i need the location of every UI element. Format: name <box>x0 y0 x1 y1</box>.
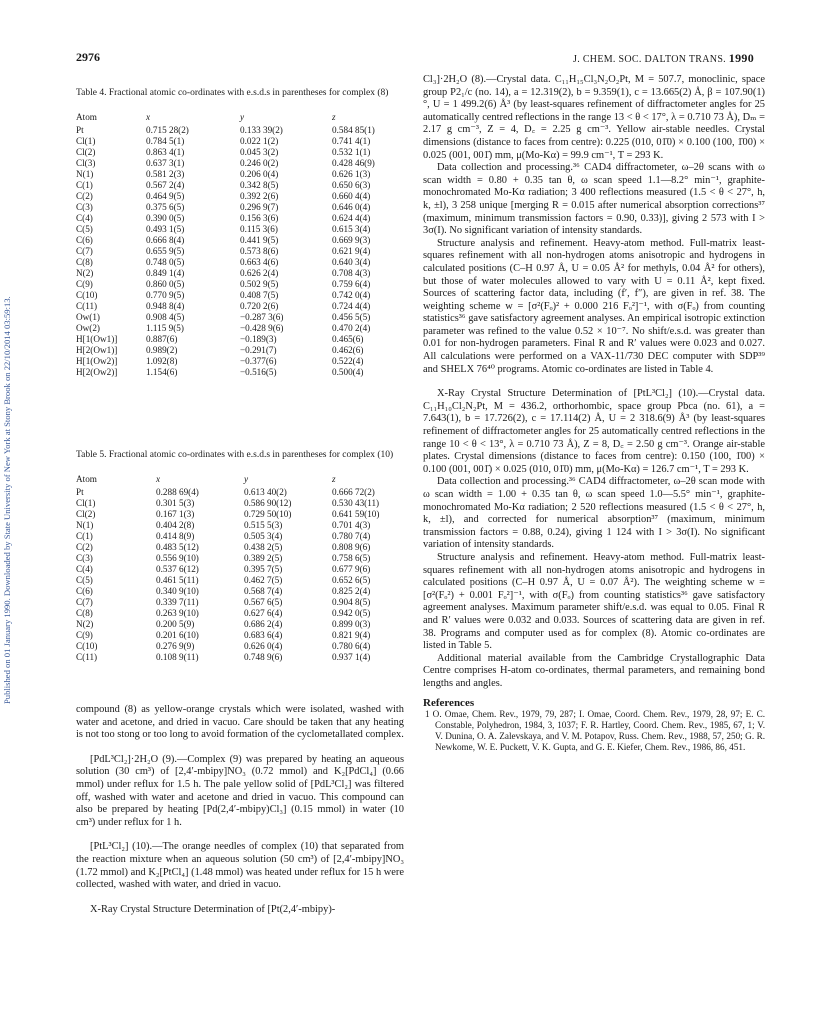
atom-cell: C(1) <box>76 530 93 541</box>
journal-header <box>573 51 754 66</box>
coordinate-cell: 0.483 5(12) <box>156 541 199 552</box>
coordinate-cell: 0.414 8(9) <box>156 530 195 541</box>
coordinate-cell: 0.860 0(5) <box>146 278 185 289</box>
coordinate-cell: 1.092(8) <box>146 355 178 366</box>
coordinate-cell: 0.567 6(5) <box>244 596 283 607</box>
coordinate-cell: 0.637 3(1) <box>146 157 185 168</box>
table4-header-z: z <box>332 112 336 122</box>
coordinate-cell: 0.626 2(4) <box>240 267 279 278</box>
coordinate-cell: 0.246 0(2) <box>240 157 279 168</box>
coordinate-cell: 0.441 9(5) <box>240 234 279 245</box>
coordinate-cell: −0.291(7) <box>240 344 277 355</box>
table5-header-atom: Atom <box>76 474 97 484</box>
coordinate-cell: 0.650 6(3) <box>332 179 371 190</box>
coordinate-cell: −0.428 9(6) <box>240 322 284 333</box>
table4-header-x: x <box>146 112 151 122</box>
coordinate-cell: 0.948 8(4) <box>146 300 185 311</box>
coordinate-cell: 0.532 1(1) <box>332 146 371 157</box>
table-4-grid <box>76 110 404 378</box>
coordinate-cell: 0.758 6(5) <box>332 552 371 563</box>
atom-cell: C(11) <box>76 651 98 662</box>
coordinate-cell: 0.276 9(9) <box>156 640 195 651</box>
atom-cell: H[1(Ow1)] <box>76 333 118 344</box>
table-row <box>76 246 404 257</box>
atom-cell: N(2) <box>76 618 94 629</box>
coordinate-cell: 0.584 85(1) <box>332 124 375 135</box>
coordinate-cell: 0.626 1(3) <box>332 168 371 179</box>
coordinate-cell: 0.759 6(4) <box>332 278 371 289</box>
download-watermark: Published on 01 January 1990. Downloaded by State University of New York at Stony Brook on 22/10/2014 03:59:13. <box>2 296 12 704</box>
coordinate-cell: 0.156 3(6) <box>240 212 279 223</box>
atom-cell: Cl(1) <box>76 135 96 146</box>
atom-cell: C(2) <box>76 541 93 552</box>
coordinate-cell: 0.989(2) <box>146 344 178 355</box>
table-4-caption: Table 4. Fractional atomic co-ordinates with e.s.d.s in parentheses for complex (8) <box>76 88 389 98</box>
atom-cell: H[2(Ow1)] <box>76 344 118 355</box>
coordinate-cell: 0.461 5(11) <box>156 574 199 585</box>
coordinate-cell: 0.288 69(4) <box>156 486 199 497</box>
coordinate-cell: 0.780 7(4) <box>332 530 371 541</box>
coordinate-cell: 0.808 9(6) <box>332 541 371 552</box>
atom-cell: C(9) <box>76 278 93 289</box>
coordinate-cell: 0.942 0(5) <box>332 607 371 618</box>
atom-cell: Ow(2) <box>76 322 100 333</box>
table-row <box>76 367 404 378</box>
table-row <box>76 323 404 334</box>
coordinate-cell: 0.339 7(11) <box>156 596 199 607</box>
table4-header-y: y <box>240 112 245 122</box>
table5-header-y: y <box>244 474 249 484</box>
coordinate-cell: 0.465(6) <box>332 333 364 344</box>
coordinate-cell: 0.462 7(5) <box>244 574 283 585</box>
atom-cell: C(9) <box>76 629 93 640</box>
atom-cell: Pt <box>76 486 84 497</box>
coordinate-cell: 0.462(6) <box>332 344 364 355</box>
coordinate-cell: 0.904 8(5) <box>332 596 371 607</box>
coordinate-cell: 0.573 8(6) <box>240 245 279 256</box>
coordinate-cell: 0.708 4(3) <box>332 267 371 278</box>
right-body-text <box>423 74 765 753</box>
left-body-text <box>76 704 404 916</box>
table-row <box>76 630 404 641</box>
table-row <box>76 301 404 312</box>
atom-cell: C(10) <box>76 640 98 651</box>
coordinate-cell: 0.626 0(4) <box>244 640 283 651</box>
coordinate-cell: 0.666 72(2) <box>332 486 375 497</box>
table-row <box>76 553 404 564</box>
paragraph: Additional material available from the Cambridge Crystallographic Data Centre comprises H-atom co-ordinates, thermal parameters, and remaining bond lengths and angles. <box>423 652 765 689</box>
table-row <box>76 136 404 147</box>
coordinate-cell: 0.748 9(6) <box>244 651 283 662</box>
coordinate-cell: 0.375 6(5) <box>146 201 185 212</box>
coordinate-cell: 0.206 0(4) <box>240 168 279 179</box>
coordinate-cell: 0.438 2(5) <box>244 541 283 552</box>
coordinate-cell: 0.729 50(10) <box>244 508 292 519</box>
coordinate-cell: 0.115 3(6) <box>240 223 278 234</box>
atom-cell: C(8) <box>76 607 93 618</box>
coordinate-cell: 0.556 9(10) <box>156 552 199 563</box>
atom-cell: Cl(2) <box>76 508 96 519</box>
table-row <box>76 224 404 235</box>
table-row <box>76 169 404 180</box>
coordinate-cell: 0.502 9(5) <box>240 278 279 289</box>
table-5-caption: Table 5. Fractional atomic co-ordinates with e.s.d.s in parentheses for complex (10) <box>76 450 394 460</box>
coordinate-cell: 0.390 0(5) <box>146 212 185 223</box>
reference-item: 1 O. Omae, Chem. Rev., 1979, 79, 287; I. Omae, Coord. Chem. Rev., 1979, 28, 97; E. C. Constable, Polyhedron, 1984, 3, 1037; F. R. Hartley, Coord. Chem. Rev., 1985, 67, 1; V. V. Dunina, O. A. Zalevskaya, and V. M. Potapov, Russ. Chem. Rev., 1988, 57, 250; G. R. Newkome, W. E. Puckett, V. K. Gupta, and G. E. Kiefer, Chem. Rev., 1986, 86, 451. <box>425 709 765 753</box>
coordinate-cell: 0.748 0(5) <box>146 256 185 267</box>
paragraph: X-Ray Crystal Structure Determination of [PtL³Cl₂] (10).—Crystal data. C₁₁H₁₀Cl₂N₂Pt, M = 436.2, orthorhombic, space group Pbca (no. 61), a = 7.643(1), b = 17.726(2), c = 17.114(2) Å, U = 2 318.6(9) Å³ (by least-squares refinement of diffractometer angles for 25 automatically centred reflections in the range 10 < θ < 13°, λ = 0.710 73 Å), Z = 8, D꜀ = 2.50 g cm⁻³. Orange air-stable plates. Crystal dimensions (distance to faces from centre): 0.150 (100, 1̄00) × 0.100 (001, 001̄) × 0.025 (010, 01̄0) mm, μ(Mo-Kα) = 126.7 cm⁻¹, T = 293 K. <box>423 388 765 475</box>
table-row <box>76 356 404 367</box>
atom-cell: C(1) <box>76 179 93 190</box>
coordinate-cell: 0.456 5(5) <box>332 311 371 322</box>
table-row <box>76 619 404 630</box>
coordinate-cell: 0.389 2(5) <box>244 552 283 563</box>
table-row <box>76 564 404 575</box>
coordinate-cell: −0.287 3(6) <box>240 311 284 322</box>
table-row <box>76 542 404 553</box>
table-row <box>76 213 404 224</box>
coordinate-cell: 0.342 8(5) <box>240 179 279 190</box>
coordinate-cell: 0.683 6(4) <box>244 629 283 640</box>
table-row <box>76 158 404 169</box>
coordinate-cell: 0.613 40(2) <box>244 486 287 497</box>
atom-cell: Cl(1) <box>76 497 96 508</box>
paragraph: Data collection and processing.³⁶ CAD4 diffractometer, ω–2θ scans with ω scan width = 0.80 + 0.35 tan θ, ω scan speed 1.1—8.2° min⁻¹, graphite-monochromated Mo-Kα radiation; 3 400 reflections measured (1.5 < θ < 27°, h, k, ±l), 3 258 unique [merging R = 0.015 after numerical absorption corrections³⁷ (maximum, minimum transmission factors = 0.90, 0.33)], giving 2 573 with I > 3σ(I). No significant variation of intensity standards. <box>423 162 765 237</box>
paragraph: [PdL³Cl₂]·2H₂O (9).—Complex (9) was prepared by heating an aqueous solution (30 cm³) of [2,4′-mbipy]NO₃ (0.72 mmol) and K₂[PdCl₄] (0.66 mmol) under reflux for 1.5 h. The pale yellow solid of [PdL³Cl₂] was filtered off, washed with water and acetone and dried in vacuo. This compound can also be prepared by heating [Pd(2,4′-mbipy)Cl₃] (0.15 mmol) in water (10 cm³) under reflux for 1 h. <box>76 753 404 828</box>
coordinate-cell: 0.404 2(8) <box>156 519 195 530</box>
table-row <box>76 235 404 246</box>
coordinate-cell: 0.780 6(4) <box>332 640 371 651</box>
coordinate-cell: 0.408 7(5) <box>240 289 279 300</box>
coordinate-cell: 0.646 0(4) <box>332 201 371 212</box>
atom-cell: C(7) <box>76 596 93 607</box>
table-row <box>76 531 404 542</box>
table-row <box>76 202 404 213</box>
paragraph: [PtL³Cl₂] (10).—The orange needles of complex (10) that separated from the reaction mixture when an aqueous solution (50 cm³) of [2,4′-mbipy]NO₃ (1.72 mmol) and K₂[PtCl₄] (1.48 mmol) was heated under reflux for 15 h were collected, washed with water, and dried in vacuo. <box>76 841 404 891</box>
table5-header-x: x <box>156 474 161 484</box>
table-row <box>76 345 404 356</box>
coordinate-cell: 0.022 1(2) <box>240 135 279 146</box>
coordinate-cell: 0.395 7(5) <box>244 563 283 574</box>
journal-name: J. CHEM. SOC. DALTON TRANS. <box>573 54 726 65</box>
table-row <box>76 279 404 290</box>
coordinate-cell: 0.568 7(4) <box>244 585 283 596</box>
paragraph: Data collection and processing.³⁶ CAD4 diffractometer, ω–2θ scan mode with ω scan width = 1.00 + 0.35 tan θ, ω scan speed 1.0—5.5° min⁻¹, graphite-monochromated Mo-Kα radiation; 2 520 reflections measured (1.5 < θ < 27°, h, k, ±l), and corrected for numerical absorption³⁷ (maximum, minimum transmission factors = 0.88, 0.24), giving 1 124 with I > 3σ(I). No significant variation of intensity standards. <box>423 476 765 551</box>
table4-header-atom: Atom <box>76 112 97 122</box>
atom-cell: C(3) <box>76 552 93 563</box>
atom-cell: C(2) <box>76 190 93 201</box>
coordinate-cell: 0.200 5(9) <box>156 618 195 629</box>
atom-cell: N(2) <box>76 267 94 278</box>
table-row <box>76 608 404 619</box>
coordinate-cell: 0.849 1(4) <box>146 267 185 278</box>
coordinate-cell: 0.567 2(4) <box>146 179 185 190</box>
atom-cell: H[1(Ow2)] <box>76 355 118 366</box>
table-4 <box>76 88 404 378</box>
coordinate-cell: 0.522(4) <box>332 355 364 366</box>
table-row <box>76 520 404 531</box>
coordinate-cell: 0.887(6) <box>146 333 178 344</box>
coordinate-cell: 0.340 9(10) <box>156 585 199 596</box>
paragraph: Structure analysis and refinement. Heavy-atom method. Full-matrix least-squares refinement with all non-hydrogen atoms anisotropic and hydrogens in calculated positions (C–H 0.97 Å, U = 0.05 Å² for methyls, 0.04 Å² for others), but those of water molecules allowed to vary with U = 0.11 Å², kept fixed. Sources of scattering factor data, including (f′, f″), are given in ref. 38. The weighting scheme w = [σ²(Fₒ)² + 0.000 216 Fₒ²]⁻¹, with σ(Fₒ) from counting statistics³⁶ gave satisfactory agreement analyses. An empirical isotropic extinction parameter was refined to the value 0.52 × 10⁻⁷. No shift/e.s.d. was greater than 0.01 for non-hydrogen parameters. Final R and R′ values were 0.023 and 0.027. All calculations were performed on a VAX-11/730 DEC computer with SDP³⁹ and SHELX 76⁴⁰ programs. Atomic co-ordinates are listed in Table 4. <box>423 237 765 375</box>
table-row <box>76 191 404 202</box>
atom-cell: C(6) <box>76 585 93 596</box>
coordinate-cell: 0.724 4(4) <box>332 300 371 311</box>
coordinate-cell: 0.655 9(5) <box>146 245 185 256</box>
table-row <box>76 586 404 597</box>
coordinate-cell: 0.500(4) <box>332 366 364 377</box>
paragraph: Cl₃]·2H₂O (8).—Crystal data. C₁₁H₁₅Cl₃N₂O₂Pt, M = 507.7, monoclinic, space group P2₁/c (no. 14), a = 12.319(2), b = 9.359(1), c = 13.665(2) Å, β = 107.90(1)°, U = 1 499.2(6) Å³ (by least-squares refinement of diffractometer angles for 25 automatically centred reflections in the range 13 < θ < 17°, λ = 0.710 73 Å), Dₘ = 2.17 g cm⁻³, Z = 4, D꜀ = 2.25 g cm⁻³. Yellow air-stable needles. Crystal dimensions (distance to faces from centre): 0.225 (010, 01̄0) × 0.100 (100, 1̄00) × 0.025 (001, 001̄) mm, μ(Mo-Kα) = 99.9 cm⁻¹, T = 293 K. <box>423 74 765 161</box>
atom-cell: Ow(1) <box>76 311 100 322</box>
coordinate-cell: 0.263 9(10) <box>156 607 199 618</box>
table-row <box>76 125 404 136</box>
coordinate-cell: 0.937 1(4) <box>332 651 371 662</box>
coordinate-cell: 0.581 2(3) <box>146 168 185 179</box>
table-row <box>76 487 404 498</box>
coordinate-cell: 0.133 39(2) <box>240 124 283 135</box>
journal-year: 1990 <box>728 51 754 65</box>
coordinate-cell: 0.899 0(3) <box>332 618 371 629</box>
coordinate-cell: 0.045 3(2) <box>240 146 279 157</box>
coordinate-cell: −0.189(3) <box>240 333 277 344</box>
coordinate-cell: 0.537 6(12) <box>156 563 199 574</box>
table-5-grid <box>76 472 404 663</box>
table-row <box>76 641 404 652</box>
atom-cell: N(1) <box>76 168 94 179</box>
coordinate-cell: 0.660 4(4) <box>332 190 371 201</box>
coordinate-cell: 0.392 2(6) <box>240 190 279 201</box>
atom-cell: C(5) <box>76 223 93 234</box>
atom-cell: C(3) <box>76 201 93 212</box>
references-heading: References <box>423 696 475 709</box>
coordinate-cell: 0.863 4(1) <box>146 146 185 157</box>
atom-cell: Cl(3) <box>76 157 96 168</box>
coordinate-cell: 0.464 9(5) <box>146 190 185 201</box>
atom-cell: C(5) <box>76 574 93 585</box>
paragraph: X-Ray Crystal Structure Determination of [Pt(2,4′-mbipy)- <box>90 903 336 915</box>
coordinate-cell: 0.493 1(5) <box>146 223 185 234</box>
atom-cell: N(1) <box>76 519 94 530</box>
coordinate-cell: 0.640 3(4) <box>332 256 371 267</box>
table-row <box>76 509 404 520</box>
coordinate-cell: 0.641 59(10) <box>332 508 380 519</box>
coordinate-cell: 0.301 5(3) <box>156 497 195 508</box>
coordinate-cell: 0.515 5(3) <box>244 519 283 530</box>
page-number: 2976 <box>76 50 100 64</box>
atom-cell: C(4) <box>76 563 93 574</box>
coordinate-cell: 0.627 6(4) <box>244 607 283 618</box>
table-5 <box>76 450 404 663</box>
atom-cell: H[2(Ow2)] <box>76 366 118 377</box>
coordinate-cell: 0.825 2(4) <box>332 585 371 596</box>
table-row <box>76 575 404 586</box>
coordinate-cell: 1.115 9(5) <box>146 322 184 333</box>
coordinate-cell: 0.621 9(4) <box>332 245 371 256</box>
coordinate-cell: −0.516(5) <box>240 366 277 377</box>
table-row <box>76 597 404 608</box>
coordinate-cell: 0.428 46(9) <box>332 157 375 168</box>
coordinate-cell: 0.666 8(4) <box>146 234 185 245</box>
atom-cell: C(6) <box>76 234 93 245</box>
coordinate-cell: 0.715 28(2) <box>146 124 189 135</box>
table-row <box>76 498 404 509</box>
atom-cell: C(4) <box>76 212 93 223</box>
table-row <box>76 147 404 158</box>
coordinate-cell: 0.669 9(3) <box>332 234 371 245</box>
paragraph: compound (8) as yellow-orange crystals which were isolated, washed with water and acetone, and dried in vacuo. Care should be taken that any heating is not too stong or too long to avoid formation of the cyclometallated complex. <box>76 704 404 741</box>
table-row <box>76 312 404 323</box>
coordinate-cell: 0.742 0(4) <box>332 289 371 300</box>
coordinate-cell: 0.701 4(3) <box>332 519 371 530</box>
coordinate-cell: 0.505 3(4) <box>244 530 283 541</box>
atom-cell: C(7) <box>76 245 93 256</box>
coordinate-cell: 0.624 4(4) <box>332 212 371 223</box>
coordinate-cell: 0.615 3(4) <box>332 223 371 234</box>
table-row <box>76 257 404 268</box>
coordinate-cell: 1.154(6) <box>146 366 178 377</box>
coordinate-cell: 0.108 9(11) <box>156 651 199 662</box>
coordinate-cell: 0.741 4(1) <box>332 135 371 146</box>
coordinate-cell: 0.908 4(5) <box>146 311 185 322</box>
coordinate-cell: 0.652 6(5) <box>332 574 371 585</box>
table-row <box>76 268 404 279</box>
table-row <box>76 334 404 345</box>
coordinate-cell: −0.377(6) <box>240 355 277 366</box>
paragraph: Structure analysis and refinement. Heavy-atom method. Full-matrix least-squares refinement with all non-hydrogen atoms anisotropic and hydrogens in calculated positions (C–H 0.97 Å, U = 0.07 Å²). The weighting scheme w = [σ²(Fₒ²) + 0.001 Fₒ²]⁻¹, with σ(Fₒ) from counting statistics³⁶ gave satisfactory agreement analyses. Maximum parameter shift/e.s.d. was equal to 0.05. Final R and R′ values were 0.032 and 0.033. Sources of scattering data are given in ref. 38. Programs and computer used as for complex (8). Atomic co-ordinates are listed in Table 5. <box>423 551 765 652</box>
table5-header-z: z <box>332 474 336 484</box>
atom-cell: Cl(2) <box>76 146 96 157</box>
table-row <box>76 180 404 191</box>
coordinate-cell: 0.530 43(11) <box>332 497 380 508</box>
coordinate-cell: 0.686 2(4) <box>244 618 283 629</box>
atom-cell: C(10) <box>76 289 98 300</box>
coordinate-cell: 0.470 2(4) <box>332 322 371 333</box>
atom-cell: Pt <box>76 124 84 135</box>
coordinate-cell: 0.720 2(6) <box>240 300 279 311</box>
coordinate-cell: 0.167 1(3) <box>156 508 195 519</box>
coordinate-cell: 0.821 9(4) <box>332 629 371 640</box>
atom-cell: C(8) <box>76 256 93 267</box>
coordinate-cell: 0.586 90(12) <box>244 497 292 508</box>
coordinate-cell: 0.663 4(6) <box>240 256 279 267</box>
table-row <box>76 290 404 301</box>
coordinate-cell: 0.201 6(10) <box>156 629 199 640</box>
table-row <box>76 652 404 663</box>
coordinate-cell: 0.296 9(7) <box>240 201 279 212</box>
atom-cell: C(11) <box>76 300 98 311</box>
coordinate-cell: 0.770 9(5) <box>146 289 185 300</box>
coordinate-cell: 0.677 9(6) <box>332 563 371 574</box>
coordinate-cell: 0.784 5(1) <box>146 135 185 146</box>
